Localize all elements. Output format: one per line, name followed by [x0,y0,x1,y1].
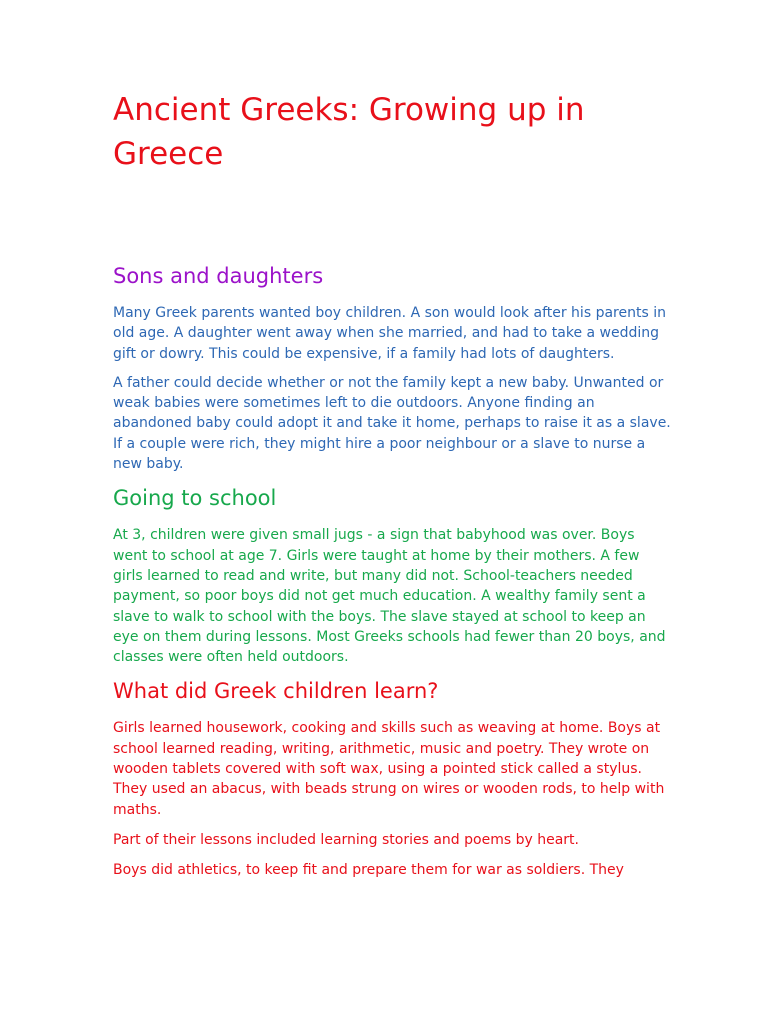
paragraph: A father could decide whether or not the family kept a new baby. Unwanted or weak babies were sometimes left to die outdoors. Anyone finding an abandoned baby could adopt it and take it home, perhaps to raise it as a slave. If a couple were rich, they might hire a poor neighbour or a slave to nurse a new baby. [113,374,671,473]
section-heading-going-to-school: Going to school [113,486,277,511]
paragraph: At 3, children were given small jugs - a sign that babyhood was over. Boys went to school at age 7. Girls were taught at home by their mothers. A few girls learned to read and write, but many did not. School-teachers needed payment, so poor boys did not get much education. A wealthy family sent a slave to walk to school with the boys. The slave stayed at school to keep an eye on them during lessons. Most Greeks schools had fewer than 20 boys, and classes were often held outdoors. [113,527,666,666]
page-title: Ancient Greeks: Growing up in Greece [113,92,585,172]
document-page [113,88,673,881]
paragraph: Girls learned housework, cooking and skills such as weaving at home. Boys at school learned reading, writing, arithmetic, music and poetry. They wrote on wooden tablets covered with soft wax, using a pointed stick called a stylus. They used an abacus, with beads strung on wires or wooden rods, to help with maths. [113,720,665,818]
paragraph: Many Greek parents wanted boy children. A son would look after his parents in old age. A daughter went away when she married, and had to take a wedding gift or dowry. This could be expensive, if a family had lots of daughters. [113,305,666,362]
paragraph: Boys did athletics, to keep fit and prepare them for war as soldiers. They [113,862,624,879]
section-heading-what-did-greek-children-learn: What did Greek children learn? [113,679,439,704]
paragraph: Part of their lessons included learning stories and poems by heart. [113,831,579,848]
section-heading-sons-and-daughters: Sons and daughters [113,264,324,288]
